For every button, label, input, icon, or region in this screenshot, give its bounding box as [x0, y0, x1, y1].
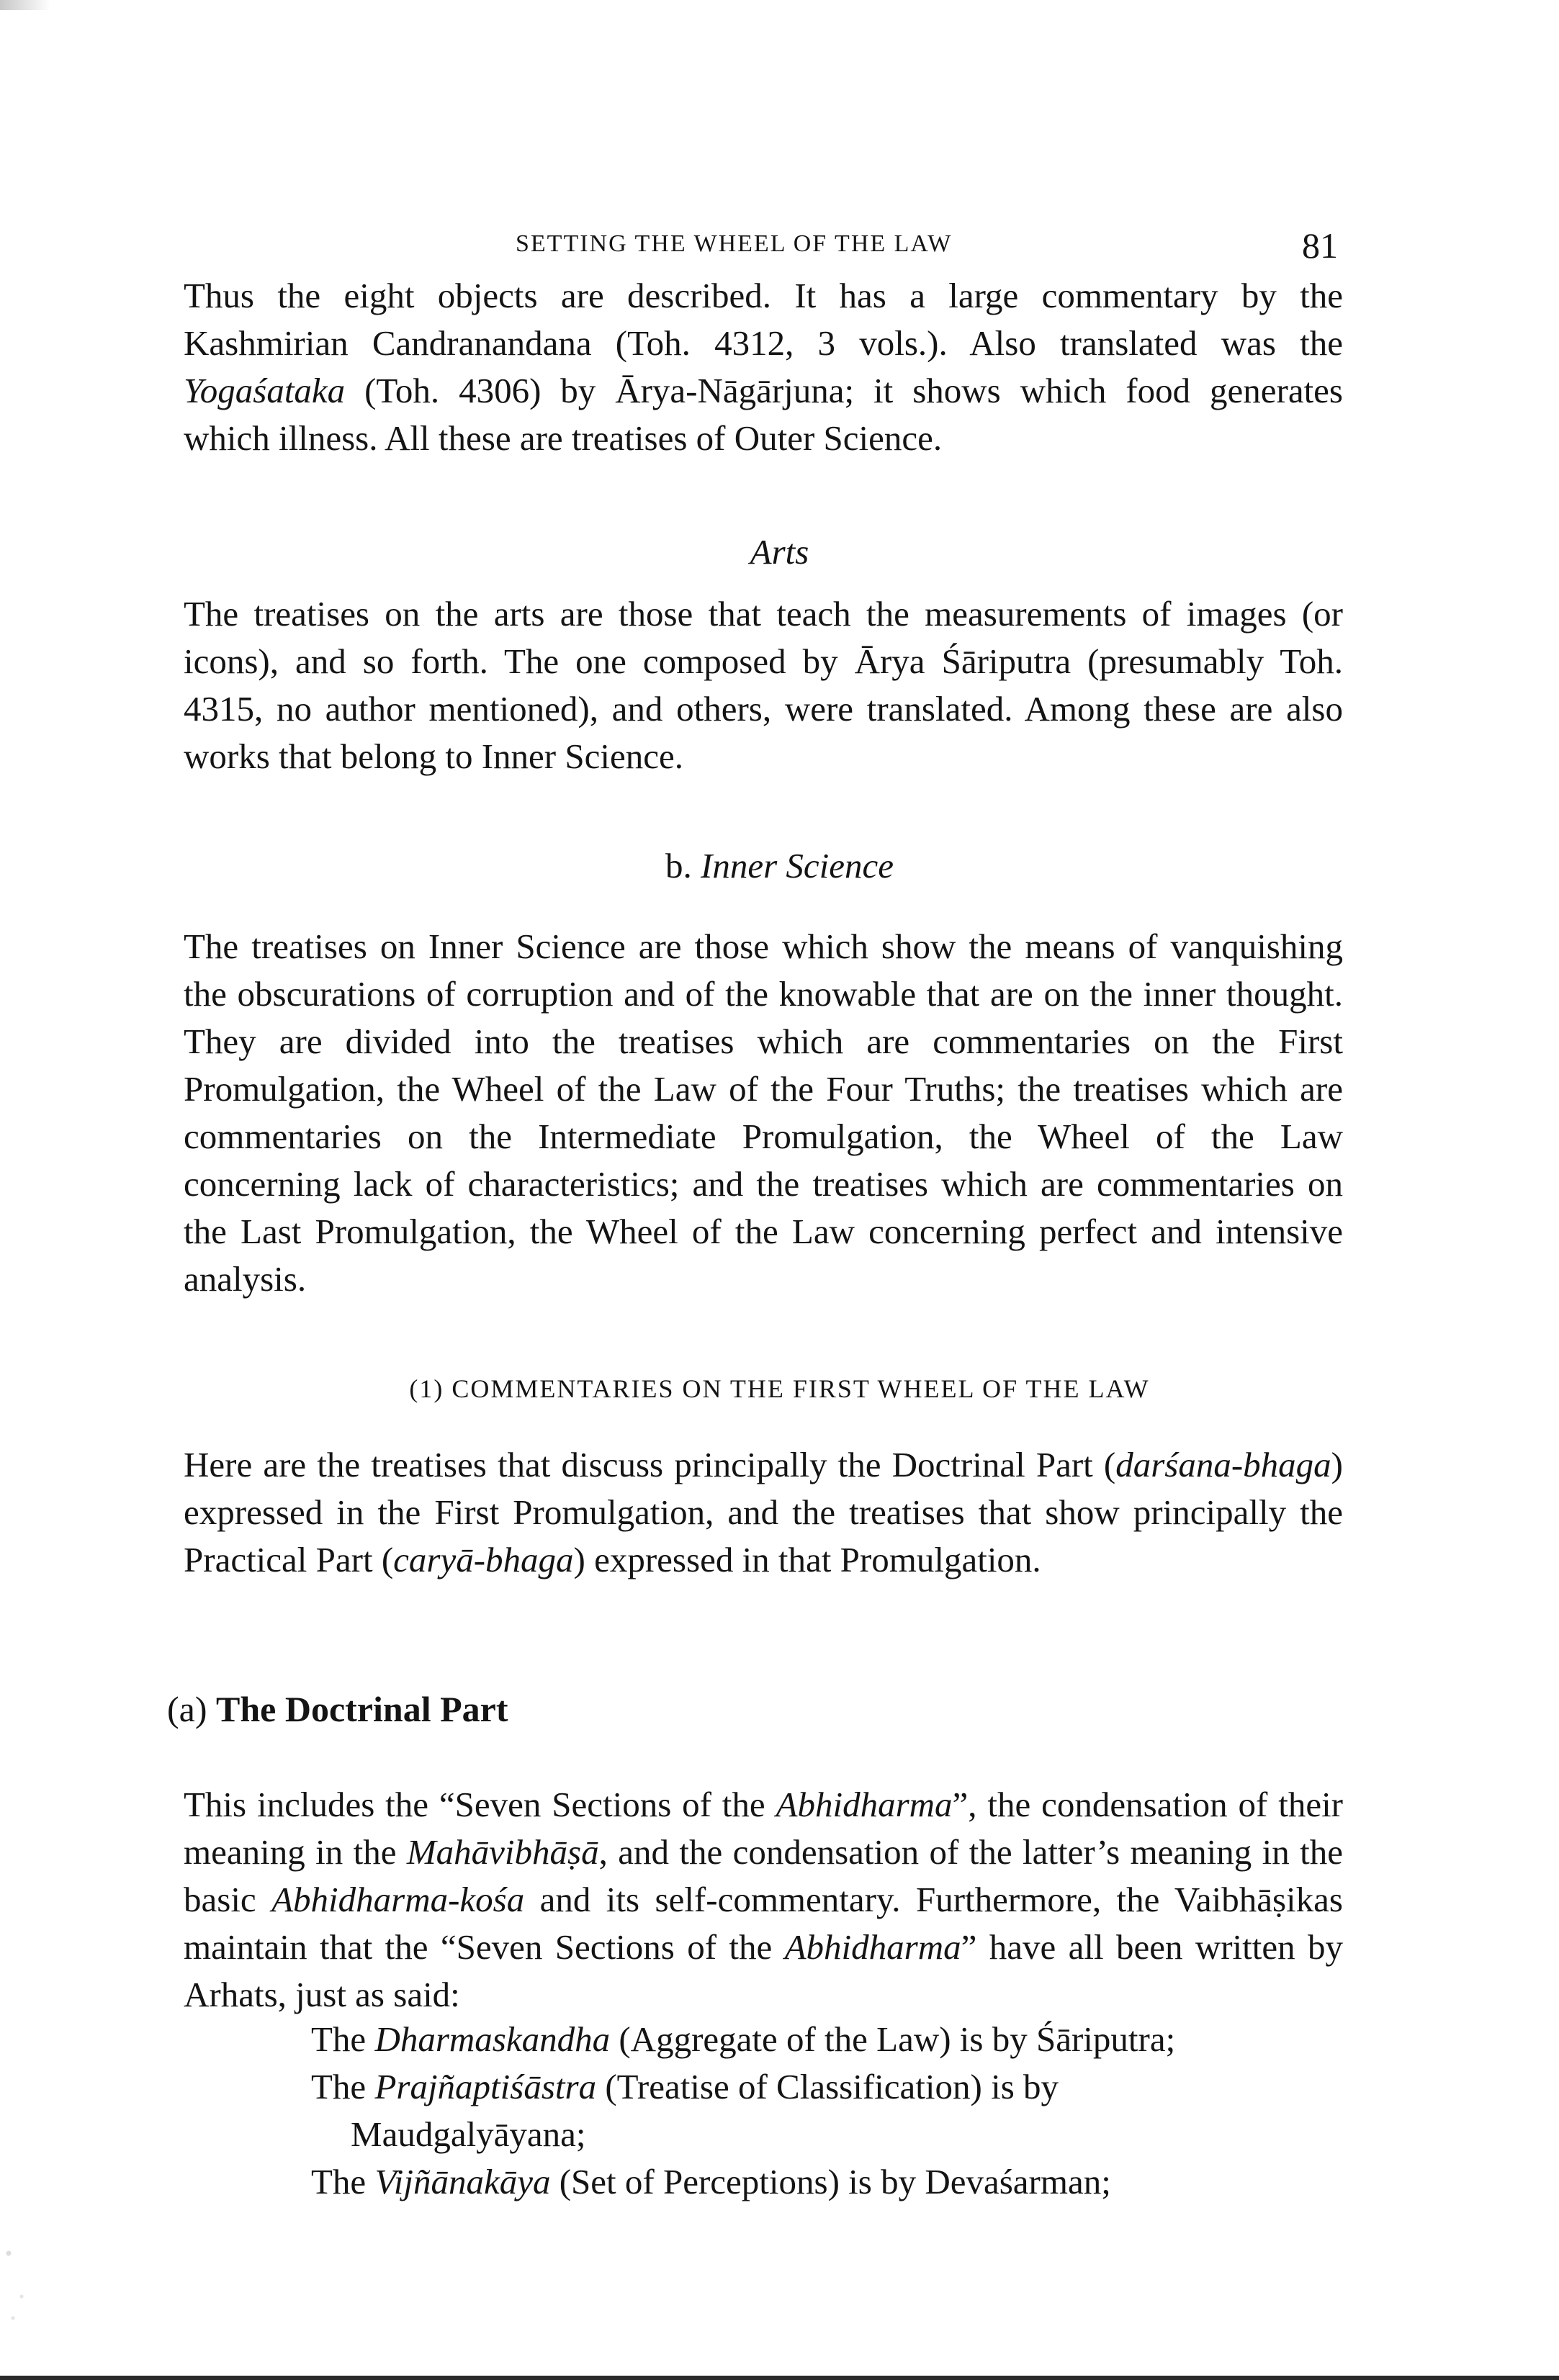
section-heading-commentaries: (1) COMMENTARIES ON THE FIRST WHEEL OF THE LAW [409, 1374, 1150, 1403]
page-number: 81 [1302, 225, 1338, 266]
scan-bottom-edge [0, 2376, 1559, 2380]
paragraph-first-promulgation: Here are the treatises that discuss principally the Doctrinal Part (darśana-bhaga) expressed in the First Promulgation, and the treatises that show principally the Practical Part (caryā-bhaga) expressed in that Promulgation. [184, 1445, 1343, 1579]
verse-quote [311, 2016, 1348, 2206]
section-heading-inner-science: b. Inner Science [665, 846, 894, 885]
scan-corner-mark [0, 0, 50, 10]
paragraph-outer-science: Thus the eight objects are described. It has a large commentary by the Kashmirian Candranandana (Toh. 4312, 3 vols.). Also translated was the Yogaśataka (Toh. 4306) by Ārya-Nāgārjuna; it shows which food generates which illness. All these are treatises of Outer Science. [184, 276, 1343, 458]
verse-line: The Dharmaskandha (Aggregate of the Law) is by Śāriputra; [311, 2019, 1176, 2059]
verse-line: The Prajñaptiśāstra (Treatise of Classification) is by [311, 2067, 1059, 2106]
scan-speckle [0, 2196, 43, 2340]
paragraph-inner-science: The treatises on Inner Science are those which show the means of vanquishing the obscurations of corruption and of the knowable that are on the inner thought. They are divided into the treatises which are commentaries on the First Promulgation, the Wheel of the Law of the Four Truths; the treatises which are commentaries on the Intermediate Promulgation, the Wheel of the Law concerning lack of characteristics; and the treatises which are commentaries on the Last Promulgation, the Wheel of the Law concerning perfect and intensive analysis. [184, 927, 1343, 1299]
section-heading-doctrinal-part: (a) The Doctrinal Part [167, 1689, 508, 1729]
verse-line-continuation: Maudgalyāyana; [351, 2114, 586, 2154]
paragraph-doctrinal-part: This includes the “Seven Sections of the Abhidharma”, the condensation of their meaning in the Mahāvibhāṣā, and the condensation of the latter’s meaning in the basic Abhidharma-kośa and its self-commentary. Furthermore, the Vaibhāṣikas maintain that the “Seven Sections of the Abhidharma” have all been written by Arhats, just as said: [184, 1785, 1343, 2014]
running-head: SETTING THE WHEEL OF THE LAW [516, 230, 953, 257]
paragraph-arts: The treatises on the arts are those that teach the measurements of images (or icons), and so forth. The one composed by Ārya Śāriputra (presumably Toh. 4315, no author mentioned), and others, were translated. Among these are also works that belong to Inner Science. [184, 594, 1343, 776]
verse-line: The Vijñānakāya (Set of Perceptions) is by Devaśarman; [311, 2162, 1111, 2201]
section-heading-arts: Arts [750, 532, 809, 572]
